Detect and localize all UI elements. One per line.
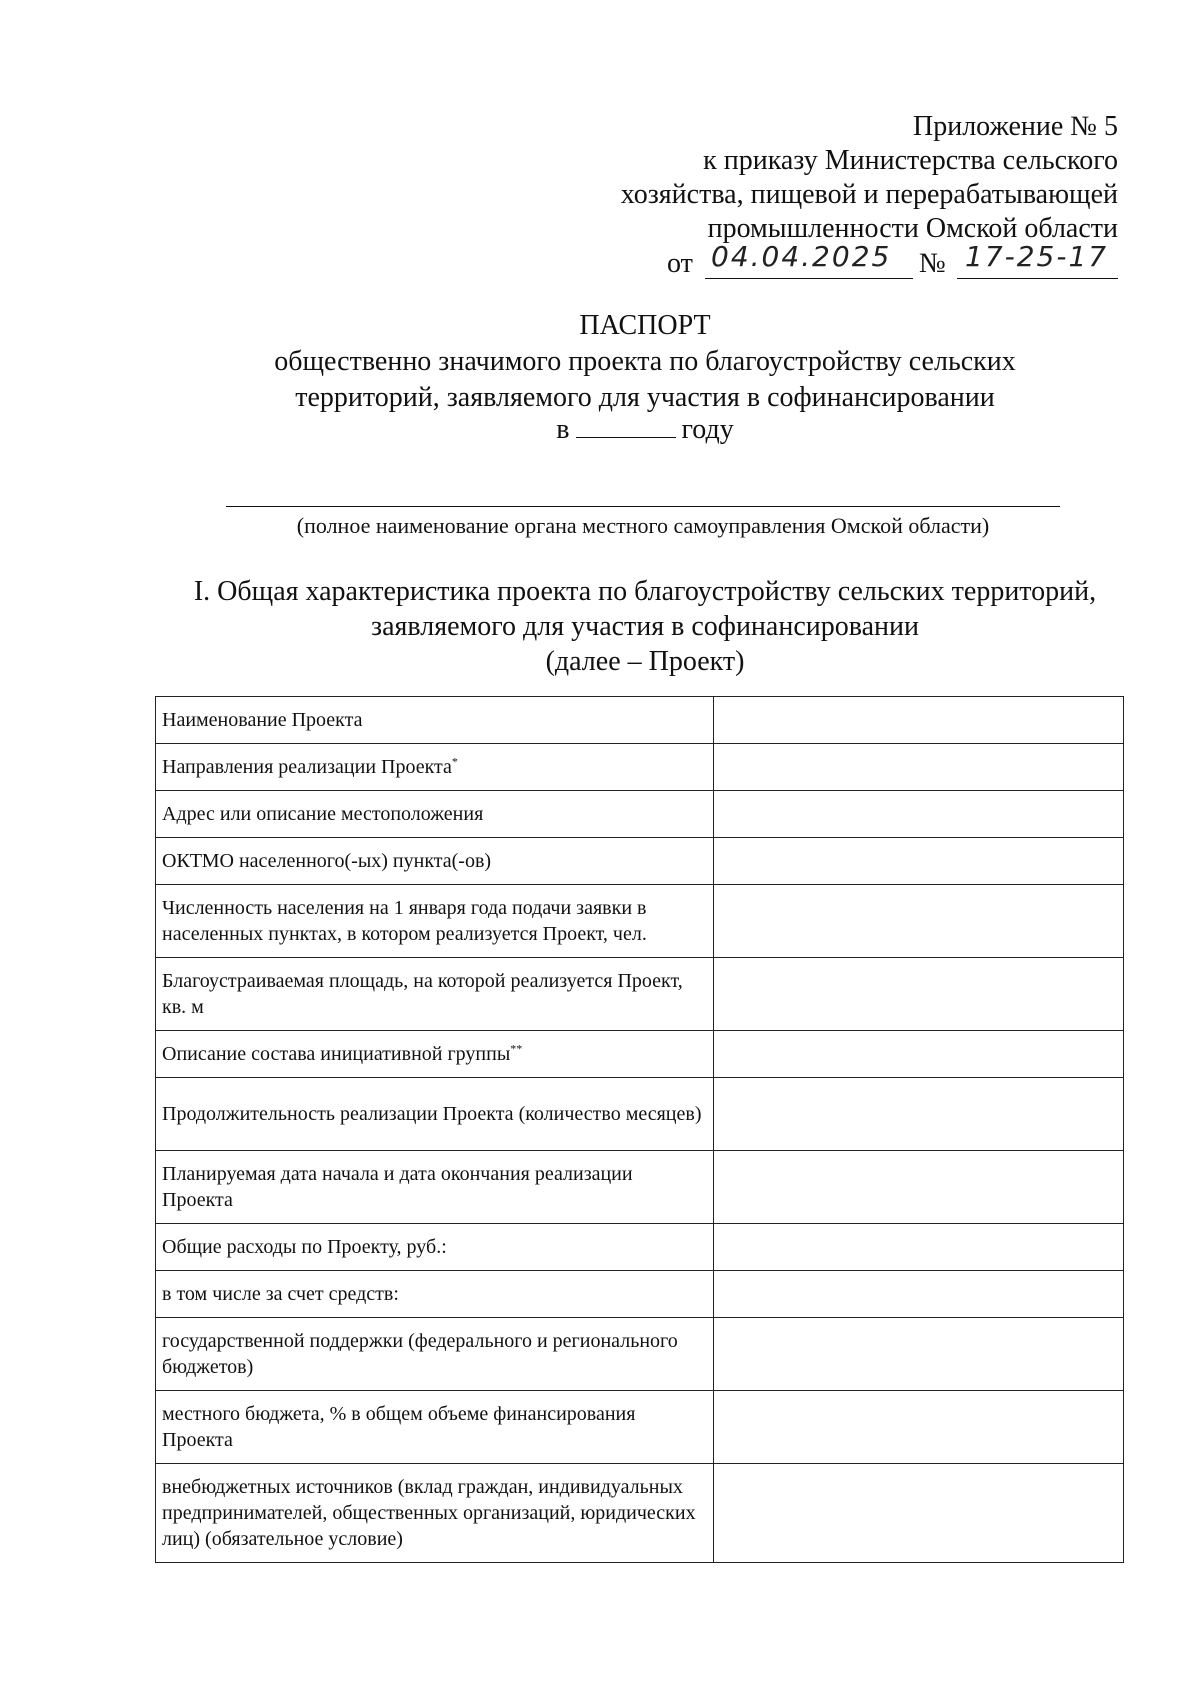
- order-reference: [667, 240, 1118, 282]
- row-value-cell[interactable]: [714, 1031, 1124, 1078]
- row-label-cell: [156, 1318, 714, 1391]
- appendix-order-line-1: к приказу Министерства сельского: [703, 145, 1118, 176]
- row-label-cell: [156, 697, 714, 744]
- section-heading-line-3: (далее – Проект): [545, 646, 745, 677]
- org-name-caption: (полное наименование органа местного самоуправления Омской области): [296, 513, 990, 538]
- table-row: [156, 838, 1124, 885]
- row-value-cell[interactable]: [714, 885, 1124, 958]
- row-label: Численность населения на 1 января года подачи заявки в населенных пунктах, в котором реализуется Проект, чел.: [162, 897, 647, 945]
- passport-title: [0, 308, 1200, 416]
- row-label: местного бюджета, % в общем объеме финансирования Проекта: [162, 1403, 636, 1451]
- year-prefix: в: [556, 414, 570, 445]
- order-date-handwritten: 04.04.2025: [711, 240, 892, 273]
- row-label: Описание состава инициативной группы: [162, 1043, 511, 1065]
- row-value-cell[interactable]: [714, 838, 1124, 885]
- row-label-cell: [156, 791, 714, 838]
- row-label: Наименование Проекта: [162, 709, 363, 731]
- row-label-cell: [156, 1078, 714, 1151]
- passport-heading: ПАСПОРТ: [579, 310, 711, 341]
- appendix-order-line-3: промышленности Омской области: [707, 213, 1118, 244]
- row-value-cell[interactable]: [714, 791, 1124, 838]
- row-value-cell[interactable]: [714, 1271, 1124, 1318]
- row-label: Направления реализации Проекта: [162, 756, 452, 778]
- row-label-cell: [156, 885, 714, 958]
- row-value-cell[interactable]: [714, 958, 1124, 1031]
- row-label: государственной поддержки (федерального и регионального бюджетов): [162, 1330, 678, 1378]
- row-label: Общие расходы по Проекту, руб.:: [162, 1236, 447, 1258]
- table-row: [156, 958, 1124, 1031]
- passport-subtitle-line-2: территорий, заявляемого для участия в софинансировании: [295, 382, 995, 413]
- table-row: [156, 1318, 1124, 1391]
- row-label: Адрес или описание местоположения: [162, 803, 484, 825]
- project-passport-table: [155, 696, 1124, 1563]
- section-heading-line-1: I. Общая характеристика проекта по благоустройству сельских территорий,: [193, 576, 1097, 607]
- row-label: ОКТМО населенного(-ых) пункта(-ов): [162, 850, 492, 872]
- table-row: [156, 1391, 1124, 1464]
- row-label-cell: [156, 1464, 714, 1563]
- table-row: [156, 1031, 1124, 1078]
- appendix-header: [558, 110, 1118, 246]
- order-from-label: от: [667, 248, 693, 279]
- table-row: [156, 1271, 1124, 1318]
- table-row: [156, 791, 1124, 838]
- order-number-label: №: [919, 248, 946, 279]
- section-heading: [100, 574, 1190, 679]
- appendix-order-line-2: хозяйства, пищевой и перерабатывающей: [620, 179, 1118, 210]
- row-value-cell[interactable]: [714, 1078, 1124, 1151]
- row-label-cell: [156, 744, 714, 791]
- row-value-cell[interactable]: [714, 744, 1124, 791]
- row-value-cell[interactable]: [714, 1224, 1124, 1271]
- row-value-cell[interactable]: [714, 1151, 1124, 1224]
- row-label: Планируемая дата начала и дата окончания реализации Проекта: [162, 1163, 633, 1211]
- row-label-cell: [156, 838, 714, 885]
- row-label: внебюджетных источников (вклад граждан, индивидуальных предпринимателей, общественных организаций, юридических лиц) (обязательное условие): [162, 1476, 696, 1550]
- table-row: [156, 1224, 1124, 1271]
- table-row: [156, 744, 1124, 791]
- row-label: Продолжительность реализации Проекта (количество месяцев): [162, 1103, 702, 1125]
- row-label-cell: [156, 1224, 714, 1271]
- order-date-field: [705, 240, 913, 279]
- table-row: [156, 697, 1124, 744]
- section-heading-line-2: заявляемого для участия в софинансировании: [371, 611, 919, 642]
- row-label: в том числе за счет средств:: [162, 1283, 399, 1305]
- order-number-handwritten: 17-25-17: [965, 240, 1109, 273]
- row-value-cell[interactable]: [714, 697, 1124, 744]
- footnote-mark: **: [510, 1041, 523, 1056]
- row-label-cell: [156, 1031, 714, 1078]
- row-value-cell[interactable]: [714, 1318, 1124, 1391]
- row-label: Благоустраиваемая площадь, на которой реализуется Проект, кв. м: [162, 970, 683, 1018]
- table-row: [156, 1464, 1124, 1563]
- table-row: [156, 885, 1124, 958]
- row-value-cell[interactable]: [714, 1464, 1124, 1563]
- year-blank-field[interactable]: [576, 415, 676, 438]
- table-row: [156, 1151, 1124, 1224]
- year-suffix: году: [681, 414, 734, 445]
- appendix-title: Приложение № 5: [913, 111, 1118, 142]
- order-number-field: [957, 240, 1118, 279]
- row-label-cell: [156, 1271, 714, 1318]
- row-label-cell: [156, 1391, 714, 1464]
- org-name-field[interactable]: [226, 506, 1060, 507]
- row-label-cell: [156, 958, 714, 1031]
- row-value-cell[interactable]: [714, 1391, 1124, 1464]
- table-row: [156, 1078, 1124, 1151]
- passport-subtitle-line-1: общественно значимого проекта по благоустройству сельских: [274, 346, 1016, 377]
- row-label-cell: [156, 1151, 714, 1224]
- footnote-mark: *: [451, 754, 458, 769]
- year-line: [0, 414, 1200, 446]
